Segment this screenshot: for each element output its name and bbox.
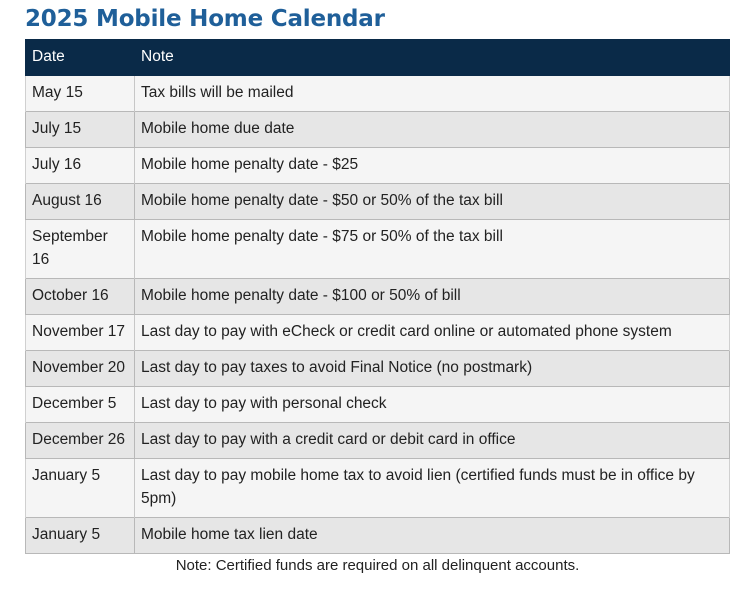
date-cell: December 26	[26, 423, 135, 459]
date-cell: November 17	[26, 315, 135, 351]
table-row	[26, 423, 730, 459]
table-header	[26, 40, 730, 76]
note-cell: Mobile home penalty date - $75 or 50% of the tax bill	[135, 220, 730, 279]
note-cell: Mobile home penalty date - $50 or 50% of the tax bill	[135, 184, 730, 220]
header-row	[26, 40, 730, 76]
table-row	[26, 459, 730, 518]
note-cell: Tax bills will be mailed	[135, 76, 730, 112]
calendar-table	[25, 39, 730, 554]
column-header-note: Note	[135, 40, 730, 76]
table-row	[26, 112, 730, 148]
table-row	[26, 387, 730, 423]
date-cell: November 20	[26, 351, 135, 387]
date-cell: September 16	[26, 220, 135, 279]
table-row	[26, 148, 730, 184]
note-cell: Mobile home penalty date - $100 or 50% of bill	[135, 279, 730, 315]
date-cell: July 16	[26, 148, 135, 184]
table-row	[26, 518, 730, 554]
footnote: Note: Certified funds are required on all delinquent accounts.	[175, 557, 580, 574]
column-header-date: Date	[26, 40, 135, 76]
date-cell: July 15	[26, 112, 135, 148]
note-cell: Last day to pay mobile home tax to avoid lien (certified funds must be in office by 5pm)	[135, 459, 730, 518]
date-cell: January 5	[26, 459, 135, 518]
table-row	[26, 220, 730, 279]
date-cell: August 16	[26, 184, 135, 220]
table-row	[26, 76, 730, 112]
note-cell: Mobile home due date	[135, 112, 730, 148]
table-row	[26, 279, 730, 315]
note-cell: Last day to pay with eCheck or credit card online or automated phone system	[135, 315, 730, 351]
note-cell: Last day to pay with a credit card or debit card in office	[135, 423, 730, 459]
date-cell: January 5	[26, 518, 135, 554]
date-cell: October 16	[26, 279, 135, 315]
note-cell: Mobile home tax lien date	[135, 518, 730, 554]
note-cell: Last day to pay taxes to avoid Final Notice (no postmark)	[135, 351, 730, 387]
table-row	[26, 315, 730, 351]
note-cell: Mobile home penalty date - $25	[135, 148, 730, 184]
table-row	[26, 184, 730, 220]
date-cell: May 15	[26, 76, 135, 112]
table-body	[26, 76, 730, 554]
table-row	[26, 351, 730, 387]
date-cell: December 5	[26, 387, 135, 423]
page-title: 2025 Mobile Home Calendar	[25, 6, 385, 32]
note-cell: Last day to pay with personal check	[135, 387, 730, 423]
